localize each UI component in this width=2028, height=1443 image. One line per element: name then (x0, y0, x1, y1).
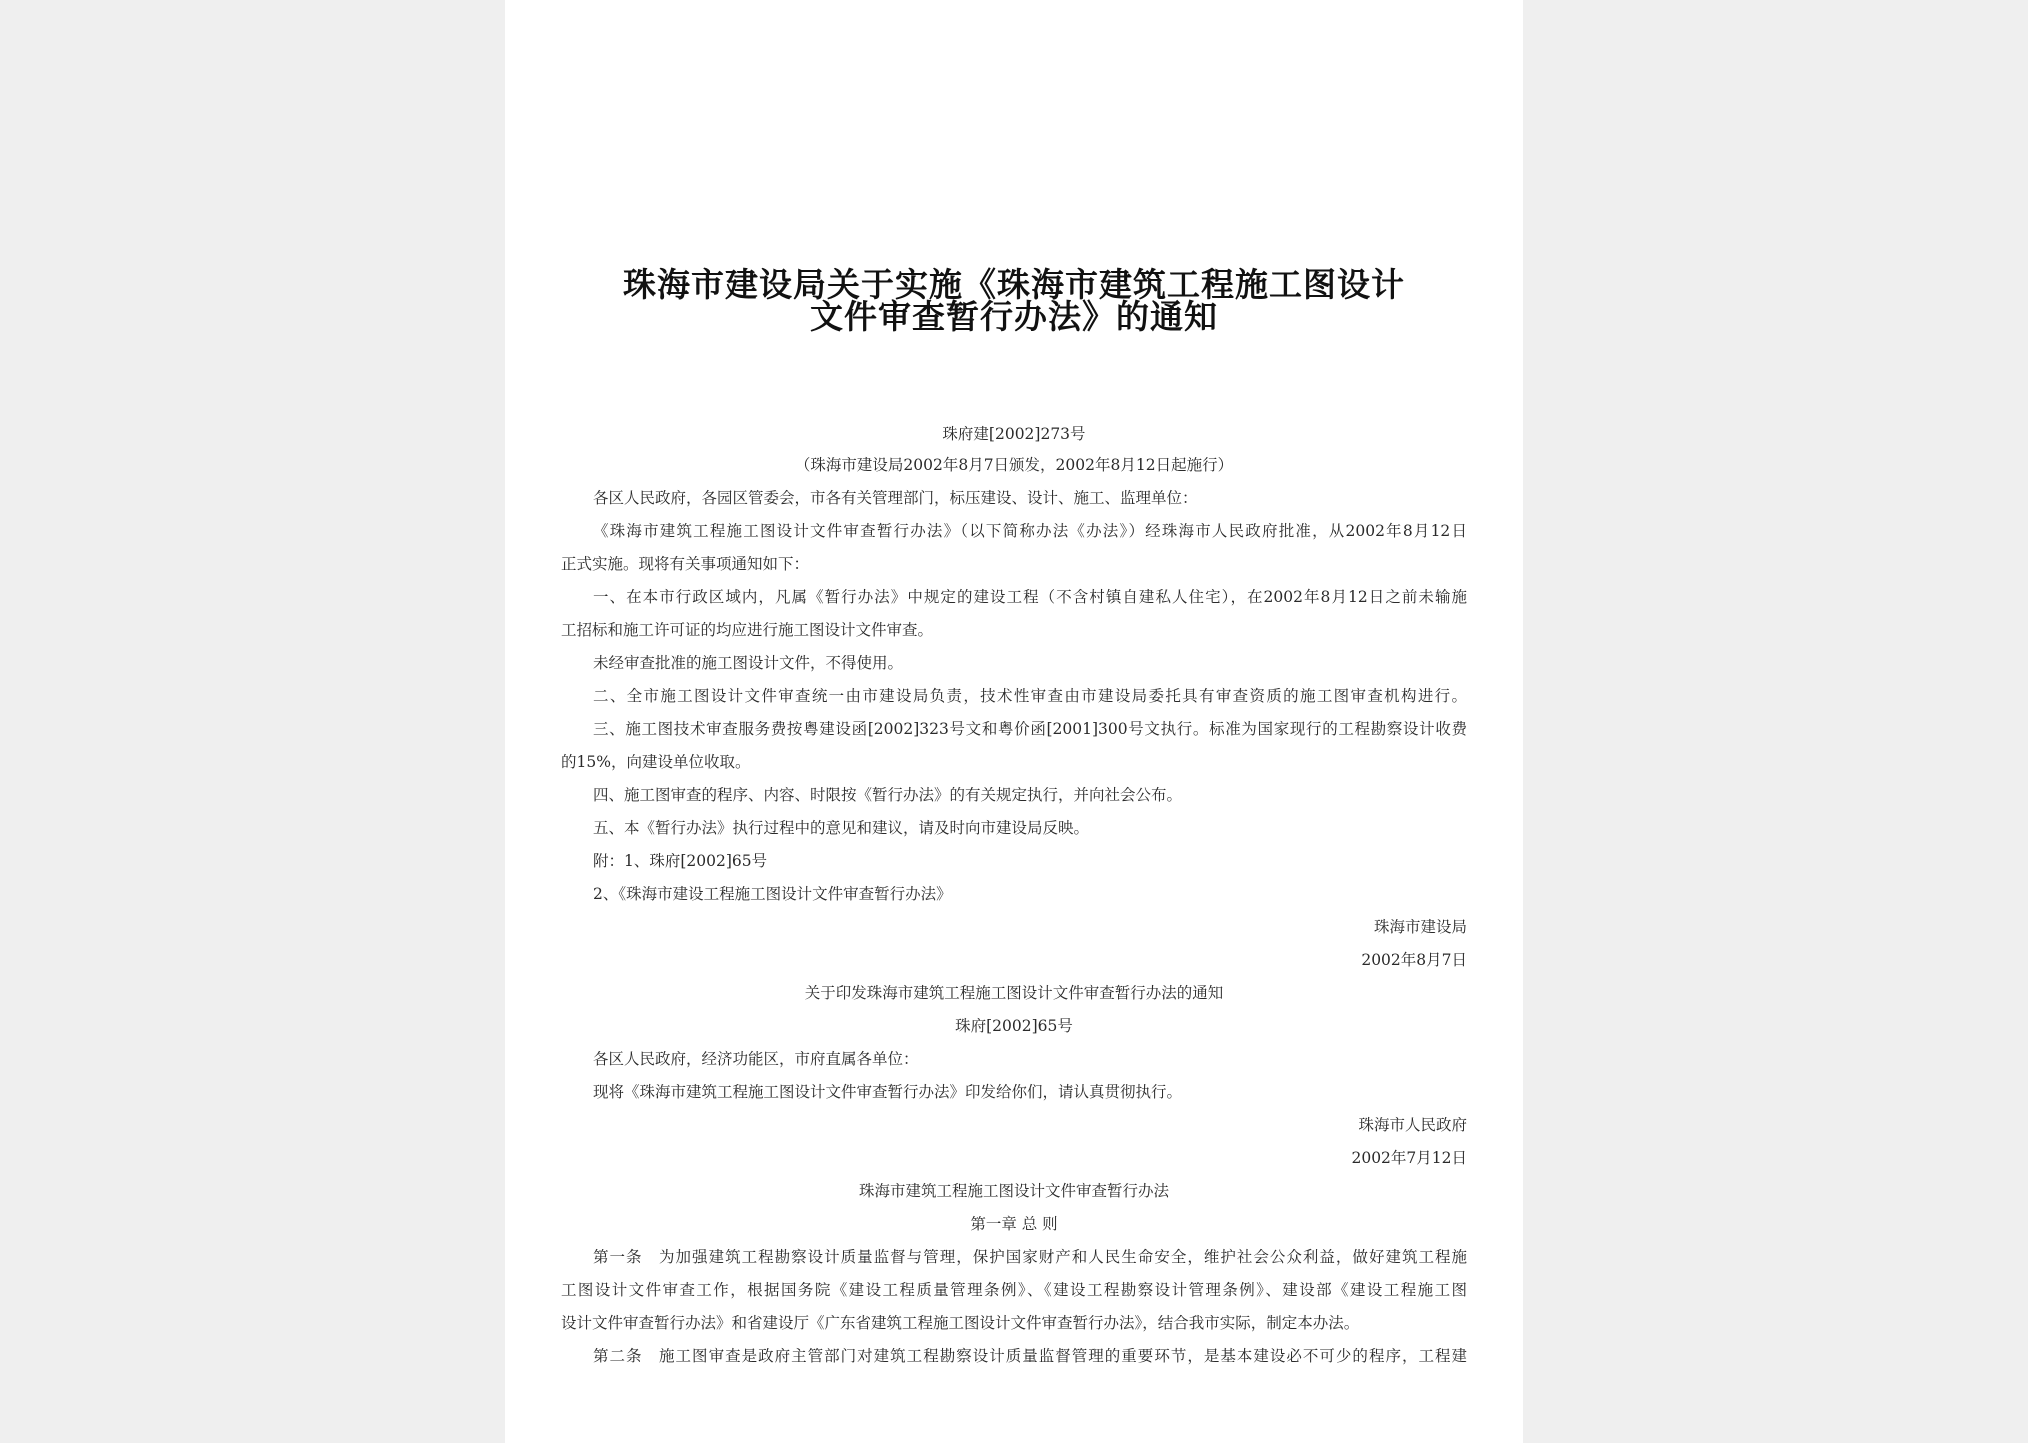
document-page (505, 0, 1523, 1443)
item-5: 五、本《暂行办法》执行过程中的意见和建议，请及时向市建设局反映。 (593, 819, 1090, 837)
sub-notice-number: 珠府[2002]65号 (955, 1017, 1073, 1035)
item-3-line-1: 三、施工图技术审查服务费按粤建设函[2002]323号文和粤价函[2001]300号文执行。标准为国家现行的工程勘察设计收费 (593, 720, 1467, 738)
item-4: 四、施工图审查的程序、内容、时限按《暂行办法》的有关规定执行，并向社会公布。 (593, 786, 1183, 804)
item-3-line-2: 的15%，向建设单位收取。 (561, 753, 751, 771)
sub-notice-title: 关于印发珠海市建筑工程施工图设计文件审查暂行办法的通知 (804, 984, 1224, 1002)
document-title-line-1: 珠海市建设局关于实施《珠海市建筑工程施工图设计 (623, 265, 1405, 304)
attachment-2: 2、《珠海市建设工程施工图设计文件审查暂行办法》 (593, 885, 952, 903)
item-1-line-1: 一、在本市行政区域内，凡属《暂行办法》中规定的建设工程（不含村镇自建私人住宅），在2002年8月12日之前未输施 (593, 588, 1467, 606)
sub-notice-salutation: 各区人民政府，经济功能区，市府直属各单位： (593, 1050, 919, 1068)
item-1-line-3: 未经审查批准的施工图设计文件，不得使用。 (593, 654, 904, 672)
article-1-line-3: 设计文件审查暂行办法》和省建设厅《广东省建筑工程施工图设计文件审查暂行办法》，结合我市实际，制定本办法。 (561, 1314, 1360, 1332)
sub-notice-body: 现将《珠海市建筑工程施工图设计文件审查暂行办法》印发给你们，请认真贯彻执行。 (593, 1083, 1183, 1101)
intro-line-1: 《珠海市建筑工程施工图设计文件审查暂行办法》（以下简称办法《办法》）经珠海市人民政府批准，从2002年8月12日 (593, 522, 1467, 540)
item-1-line-2: 工招标和施工许可证的均应进行施工图设计文件审查。 (561, 621, 934, 639)
item-2: 二、全市施工图设计文件审查统一由市建设局负责，技术性审查由市建设局委托具有审查资质的施工图审查机构进行。 (593, 687, 1467, 705)
document-title-line-2: 文件审查暂行办法》的通知 (810, 297, 1218, 336)
signature-org: 珠海市建设局 (1373, 918, 1467, 936)
article-1-line-1: 第一条 为加强建筑工程勘察设计质量监督与管理，保护国家财产和人民生命安全，维护社会公众利益，做好建筑工程施 (593, 1248, 1467, 1266)
measures-title: 珠海市建筑工程施工图设计文件审查暂行办法 (858, 1182, 1169, 1200)
salutation: 各区人民政府，各园区管委会，市各有关管理部门，标压建设、设计、施工、监理单位： (593, 489, 1198, 507)
sub-notice-signature-date: 2002年7月12日 (1351, 1149, 1467, 1167)
article-2-line-1: 第二条 施工图审查是政府主管部门对建筑工程勘察设计质量监督管理的重要环节，是基本建设必不可少的程序，工程建 (593, 1347, 1467, 1365)
sub-notice-signature-org: 珠海市人民政府 (1358, 1116, 1467, 1134)
document-number: 珠府建[2002]273号 (942, 425, 1086, 443)
signature-date: 2002年8月7日 (1361, 951, 1467, 969)
intro-line-2: 正式实施。现将有关事项通知如下： (561, 555, 810, 573)
chapter-1-heading: 第一章 总 则 (970, 1215, 1058, 1233)
article-1-line-2: 工图设计文件审查工作，根据国务院《建设工程质量管理条例》、《建设工程勘察设计管理条例》、建设部《建设工程施工图 (561, 1281, 1467, 1299)
attachment-1: 附：1、珠府[2002]65号 (593, 852, 768, 870)
issued-note: （珠海市建设局2002年8月7日颁发，2002年8月12日起施行） (794, 456, 1234, 474)
